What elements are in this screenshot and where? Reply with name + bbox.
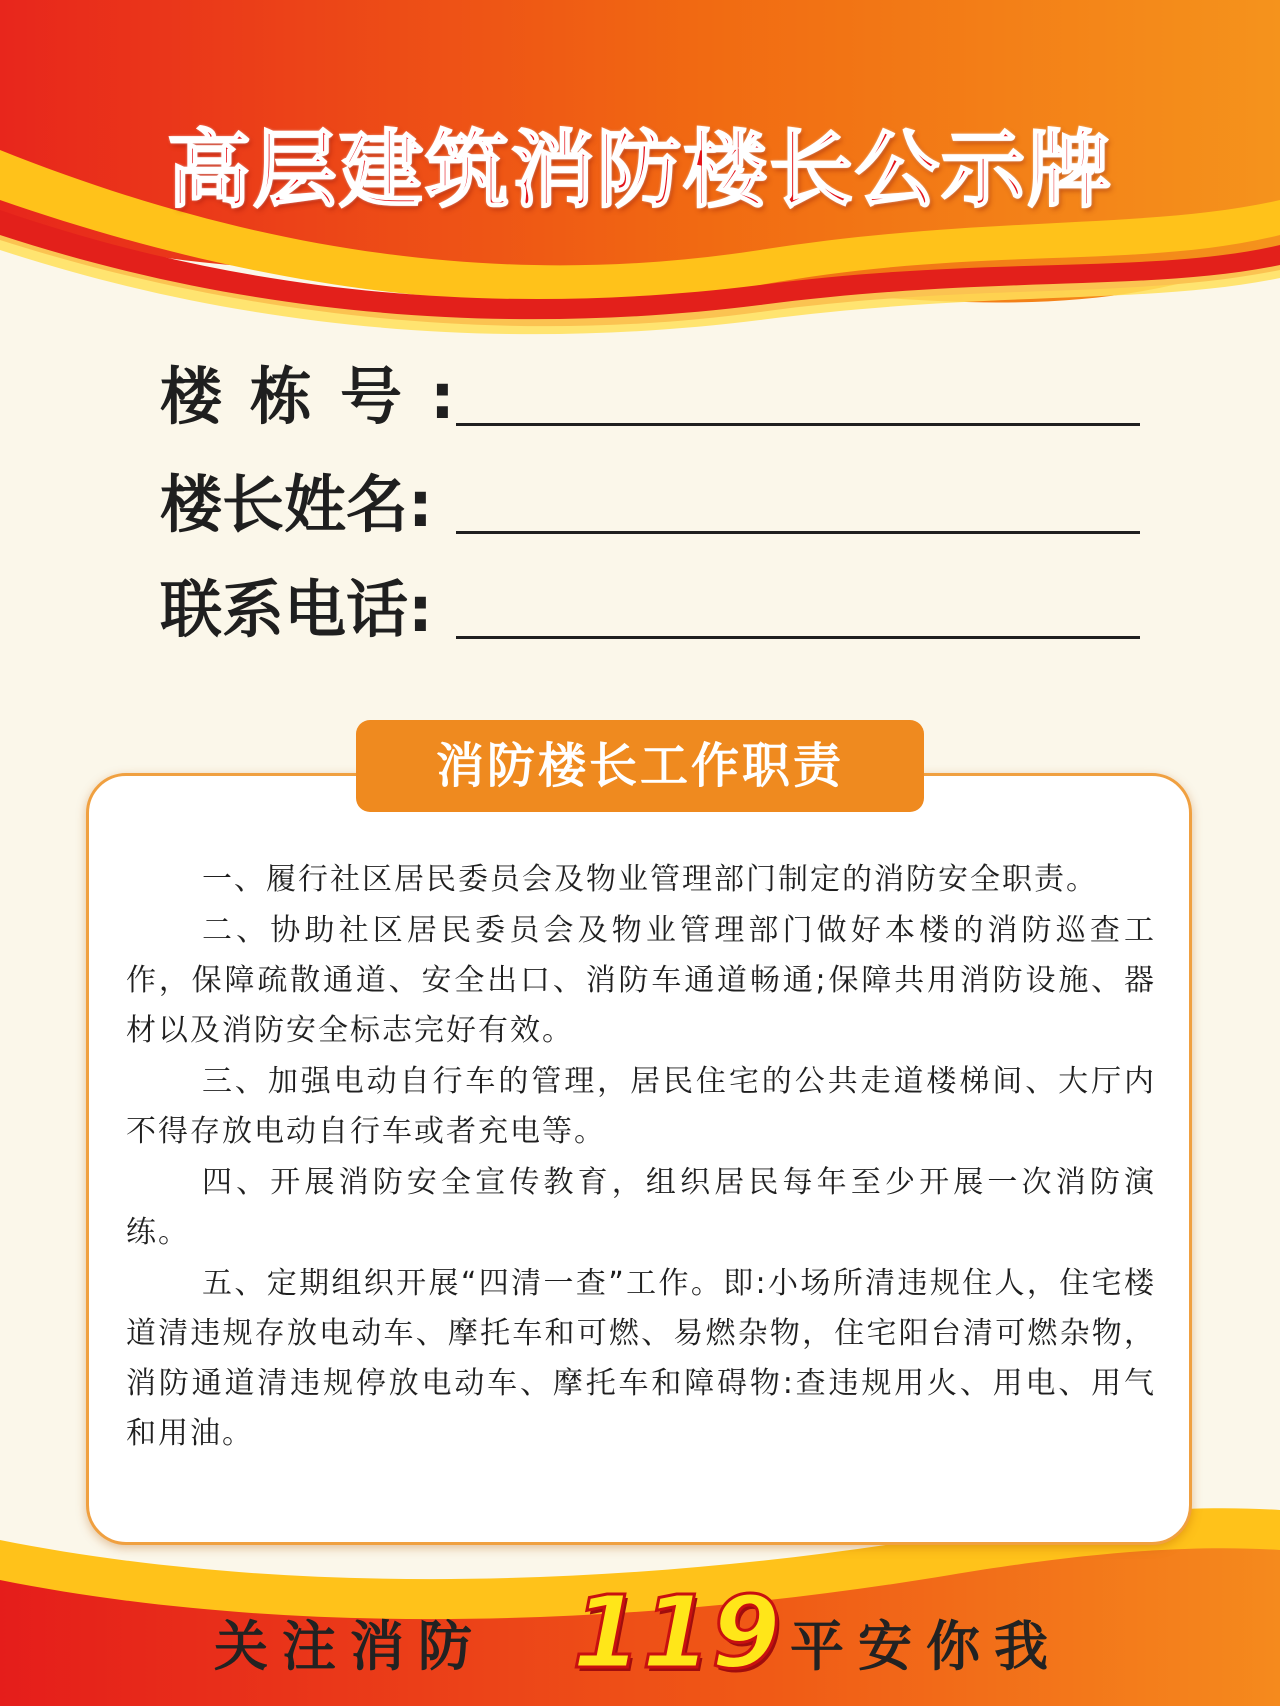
leader-name-blank-line (456, 531, 1140, 534)
contact-phone-field (160, 565, 1140, 655)
building-number-blank-line (456, 423, 1140, 426)
footer-slogan-right: 平安你我 (790, 1615, 1062, 1678)
building-number-label: 楼栋号: (160, 360, 483, 433)
duties-list (126, 855, 1156, 1460)
duty-item-3: 三、加强电动自行车的管理，居民住宅的公共走道楼梯间、大厅内不得存放电动自行车或者充电等。 (126, 1064, 1156, 1149)
building-number-field (160, 352, 1140, 442)
leader-name-field (160, 460, 1140, 550)
duty-item-2: 二、协助社区居民委员会及物业管理部门做好本楼的消防巡查工作，保障疏散通道、安全出口、消防车通道畅通;保障共用消防设施、器材以及消防安全标志完好有效。 (126, 913, 1156, 1048)
poster-title: 高层建筑消防楼长公示牌 (166, 121, 1113, 219)
duty-item-5: 五、定期组织开展“四清一查”工作。即:小场所清违规住人，住宅楼道清违规存放电动车、摩托车和可燃、易燃杂物，住宅阳台清可燃杂物，消防通道清违规停放电动车、摩托车和障碍物:查违规用火、用电、用气和用油。 (126, 1266, 1156, 1451)
footer-emergency-number: 119 (572, 1574, 781, 1691)
footer-slogan-left: 关注消防 (214, 1615, 486, 1678)
leader-name-label: 楼长姓名: (160, 468, 433, 541)
contact-phone-label: 联系电话: (160, 573, 433, 646)
duties-heading: 消防楼长工作职责 (356, 720, 924, 812)
duty-item-1: 一、履行社区居民委员会及物业管理部门制定的消防安全职责。 (202, 862, 1098, 897)
contact-phone-blank-line (456, 636, 1140, 639)
duty-item-4: 四、开展消防安全宣传教育，组织居民每年至少开展一次消防演练。 (126, 1165, 1156, 1250)
